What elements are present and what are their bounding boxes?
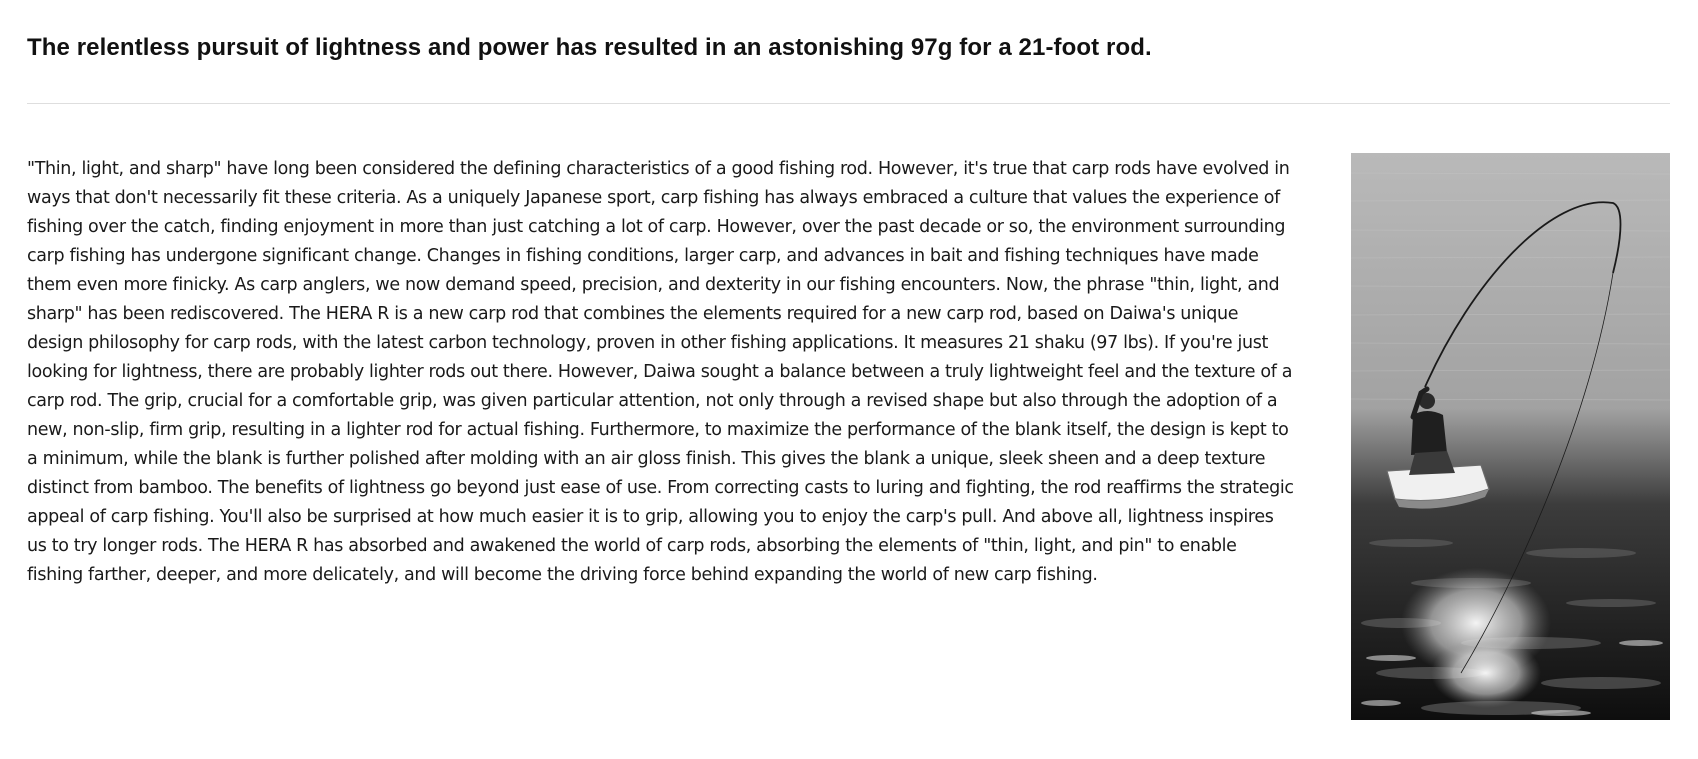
article-section (27, 153, 1670, 720)
divider (27, 103, 1670, 104)
article-body: "Thin, light, and sharp" have long been considered the defining characteristics of a good fishing rod. However, it's true that carp rods have evolved in ways that don't necessarily fit these criteria. As a uniquely Japanese sport, carp fishing has always embraced a culture that values the experience of fishing over the catch, finding enjoyment in more than just catching a lot of carp. However, over the past decade or so, the environment surrounding carp fishing has undergone significant change. Changes in fishing conditions, larger carp, and advances in bait and fishing techniques have made them even more finicky. As carp anglers, we now demand speed, precision, and dexterity in our fishing encounters. Now, the phrase "thin, light, and sharp" has been rediscovered. The HERA R is a new carp rod that combines the elements required for a new carp rod, based on Daiwa's unique design philosophy for carp rods, with the latest carbon technology, proven in other fishing applications. It measures 21 shaku (97 lbs). If you're just looking for lightness, there are probably lighter rods out there. However, Daiwa sought a balance between a truly lightweight feel and the texture of a carp rod. The grip, crucial for a comfortable grip, was given particular attention, not only through a revised shape but also through the adoption of a new, non-slip, firm grip, resulting in a lighter rod for actual fishing. Furthermore, to maximize the performance of the blank itself, the design is kept to a minimum, while the blank is further polished after molding with an air gloss finish. This gives the blank a unique, sleek sheen and a deep texture distinct from bamboo. The benefits of lightness go beyond just ease of use. From correcting casts to luring and fighting, the rod reaffirms the strategic appeal of carp fishing. You'll also be surprised at how much easier it is to grip, allowing you to enjoy the carp's pull. And above all, lightness inspires us to try longer rods. The HERA R has absorbed and awakened the world of carp rods, absorbing the elements of "thin, light, and pin" to enable fishing farther, deeper, and more delicately, and will become the driving force behind expanding the world of new carp fishing. (27, 159, 1294, 585)
page-title: The relentless pursuit of lightness and power has resulted in an astonishing 97g for a 21-foot rod. (27, 34, 1152, 61)
angler-photo (1351, 153, 1670, 720)
